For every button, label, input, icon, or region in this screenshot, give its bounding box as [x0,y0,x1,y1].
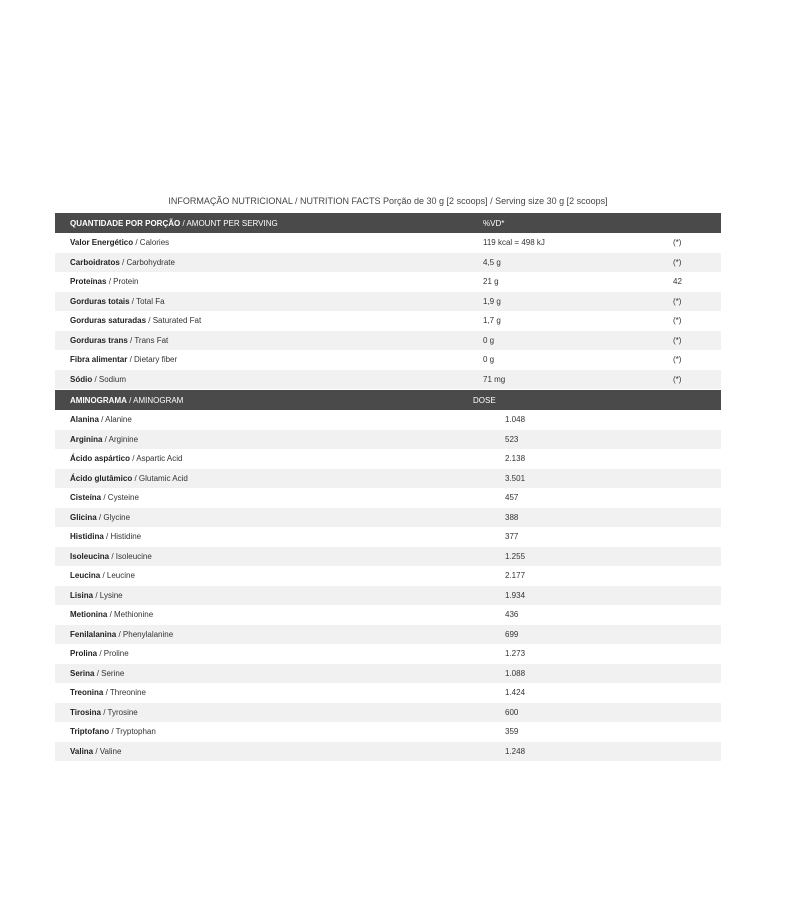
amino-name-pt: Cisteína [70,493,102,503]
amino-label [70,727,156,736]
amino-name-en: / Valine [93,746,122,756]
nutrient-vd: (*) [673,335,682,345]
nutrient-value: 21 g [483,277,499,287]
table-row [55,644,721,664]
nutrient-label [70,277,138,286]
amino-name-en: / Threonine [103,688,146,698]
amino-name-en: / Aspartic Acid [130,454,183,464]
row-cell [55,703,721,723]
amino-name-en: / Lysine [93,590,123,600]
nutrient-label [70,297,165,306]
amino-name-en: / Isoleucine [109,551,152,561]
amino-name-pt: Metionina [70,610,108,620]
nutrient-name-en: / Carbohydrate [119,257,175,267]
amino-name-en: / Methionine [107,610,154,620]
amino-label [70,610,153,619]
amino-name-pt: Fenilalanina [70,629,117,639]
nutrient-name-en: / Calories [133,238,170,248]
amino-dose: 3.501 [505,473,526,483]
amino-label [70,649,129,658]
nutrient-label [70,316,201,325]
amino-dose: 388 [505,512,519,522]
nutrient-name-pt: Valor Energético [70,238,134,248]
nutrient-name-pt: Proteínas [70,277,107,287]
nutrient-value: 1,7 g [483,316,501,326]
table-row [55,233,721,253]
nutrient-name-pt: Gorduras trans [70,335,128,345]
row-cell [55,722,721,742]
amino-name-pt: Alanina [70,415,99,425]
nutrient-name-en: / Saturated Fat [146,316,202,326]
amino-name-en: / Glutamic Acid [132,473,188,483]
row-cell [55,253,721,273]
amino-dose: 699 [505,629,519,639]
table-row [55,253,721,273]
row-cell [55,683,721,703]
row-cell [55,508,721,528]
amino-name-pt: Arginina [70,434,103,444]
nutrition-header-label [70,219,278,228]
row-cell [55,488,721,508]
amino-dose: 436 [505,610,519,620]
table-row [55,272,721,292]
amino-label [70,415,132,424]
table-row [55,331,721,351]
amino-label [70,630,173,639]
amino-name-pt: Triptofano [70,727,110,737]
amino-name-pt: Treonina [70,688,104,698]
row-cell [55,742,721,762]
row-cell [55,566,721,586]
amino-name-en: / Cysteine [101,493,139,503]
amino-dose: 523 [505,434,519,444]
amino-name-en: / Serine [94,668,125,678]
row-cell [55,430,721,450]
amino-label [70,513,130,522]
nutrient-value: 4,5 g [483,257,501,267]
amino-name-pt: Prolina [70,649,98,659]
amino-name-pt: Isoleucina [70,551,110,561]
table-row [55,722,721,742]
aminogram-header-label [70,396,183,405]
amino-name-en: / Proline [97,649,129,659]
aminogram-rows [55,410,721,761]
nutrient-name-pt: Carboidratos [70,257,120,267]
amino-label [70,708,138,717]
nutrient-label [70,258,175,267]
aminogram-header-row [55,390,721,410]
amino-label [70,454,182,463]
nutrient-name-en: / Total Fa [129,296,165,306]
amino-label [70,552,152,561]
row-cell [55,350,721,370]
nutrient-value: 0 g [483,335,495,345]
nutrition-header-label-en: / AMOUNT PER SERVING [180,218,278,228]
row-cell [55,233,721,253]
amino-label [70,669,124,678]
amino-label [70,435,138,444]
nutrient-vd: (*) [673,316,682,326]
table-row [55,449,721,469]
amino-dose: 377 [505,532,519,542]
row-cell [55,547,721,567]
amino-name-pt: Lisina [70,590,94,600]
table-row [55,370,721,390]
nutrient-name-pt: Fibra alimentar [70,355,128,365]
row-cell [55,664,721,684]
nutrient-vd: (*) [673,374,682,384]
amino-name-en: / Glycine [96,512,131,522]
nutrient-vd: (*) [673,257,682,267]
table-row [55,430,721,450]
row-cell [55,644,721,664]
amino-name-pt: Glicina [70,512,97,522]
row-cell [55,410,721,430]
nutrition-header-label-pt: QUANTIDADE POR PORÇÃO [70,218,181,228]
table-row [55,547,721,567]
amino-label [70,532,141,541]
nutrient-name-en: / Sodium [92,374,127,384]
row-cell [55,370,721,390]
amino-name-en: / Tyrosine [100,707,138,717]
nutrition-header-row [55,213,721,233]
aminogram-header-dose: DOSE [473,395,496,405]
amino-dose: 2.138 [505,454,526,464]
amino-dose: 1.273 [505,649,526,659]
amino-dose: 2.177 [505,571,526,581]
amino-dose: 1.424 [505,688,526,698]
amino-dose: 457 [505,493,519,503]
nutrient-name-en: / Trans Fat [127,335,169,345]
table-row [55,292,721,312]
amino-name-en: / Histidine [103,532,142,542]
row-cell [55,292,721,312]
amino-name-en: / Arginine [102,434,139,444]
amino-label [70,747,121,756]
row-cell [55,586,721,606]
table-row [55,625,721,645]
table-row [55,410,721,430]
table-row [55,527,721,547]
amino-name-pt: Tirosina [70,707,101,717]
table-row [55,683,721,703]
amino-name-pt: Valina [70,746,94,756]
row-cell [55,272,721,292]
row-cell [55,449,721,469]
amino-dose: 1.934 [505,590,526,600]
aminogram-table [55,390,721,761]
aminogram-header-label-en: / AMINOGRAM [126,395,184,405]
row-cell [55,469,721,489]
nutrient-name-pt: Sódio [70,374,93,384]
amino-name-pt: Ácido aspártico [70,454,131,464]
nutrient-label [70,355,177,364]
table-title: INFORMAÇÃO NUTRICIONAL / NUTRITION FACTS Porção de 30 g [2 scoops] / Serving size 30 g [2 scoops] [168,196,608,206]
amino-label [70,493,139,502]
amino-dose: 1.048 [505,415,526,425]
nutrient-vd: (*) [673,238,682,248]
nutrition-rows [55,233,721,389]
aminogram-header-label-pt: AMINOGRAMA [70,395,127,405]
nutrient-value: 119 kcal = 498 kJ [483,238,545,248]
nutrient-label [70,238,169,247]
nutrient-vd: 42 [673,277,682,287]
nutrient-label [70,375,126,384]
row-cell [55,605,721,625]
nutrition-facts-table [55,213,721,389]
amino-name-en: / Tryptophan [109,727,156,737]
amino-name-pt: Serina [70,668,95,678]
amino-name-pt: Ácido glutâmico [70,473,133,483]
amino-dose: 1.088 [505,668,526,678]
amino-name-pt: Leucina [70,571,101,581]
nutrient-name-pt: Gorduras saturadas [70,316,147,326]
amino-label [70,474,188,483]
row-cell [55,625,721,645]
table-row [55,586,721,606]
table-row [55,469,721,489]
table-row [55,703,721,723]
amino-name-en: / Leucine [100,571,135,581]
row-cell [55,527,721,547]
amino-label [70,571,135,580]
nutrient-label [70,336,168,345]
nutrient-name-en: / Protein [106,277,139,287]
table-row [55,488,721,508]
nutrient-value: 0 g [483,355,495,365]
amino-label [70,688,146,697]
nutrient-value: 71 mg [483,374,506,384]
amino-name-en: / Phenylalanine [116,629,174,639]
row-cell [55,331,721,351]
nutrient-value: 1,9 g [483,296,501,306]
table-row [55,742,721,762]
nutrition-header-vd: %VD* [483,218,505,228]
table-row [55,605,721,625]
table-row [55,350,721,370]
nutrient-name-pt: Gorduras totais [70,296,130,306]
table-row [55,664,721,684]
table-row [55,311,721,331]
amino-label [70,591,123,600]
row-cell [55,311,721,331]
nutrient-vd: (*) [673,355,682,365]
table-row [55,508,721,528]
nutrient-name-en: / Dietary fiber [127,355,178,365]
amino-name-en: / Alanine [98,415,132,425]
table-row [55,566,721,586]
amino-dose: 600 [505,707,519,717]
nutrient-vd: (*) [673,296,682,306]
amino-dose: 359 [505,727,519,737]
amino-dose: 1.255 [505,551,526,561]
amino-name-pt: Histidina [70,532,104,542]
amino-dose: 1.248 [505,746,526,756]
